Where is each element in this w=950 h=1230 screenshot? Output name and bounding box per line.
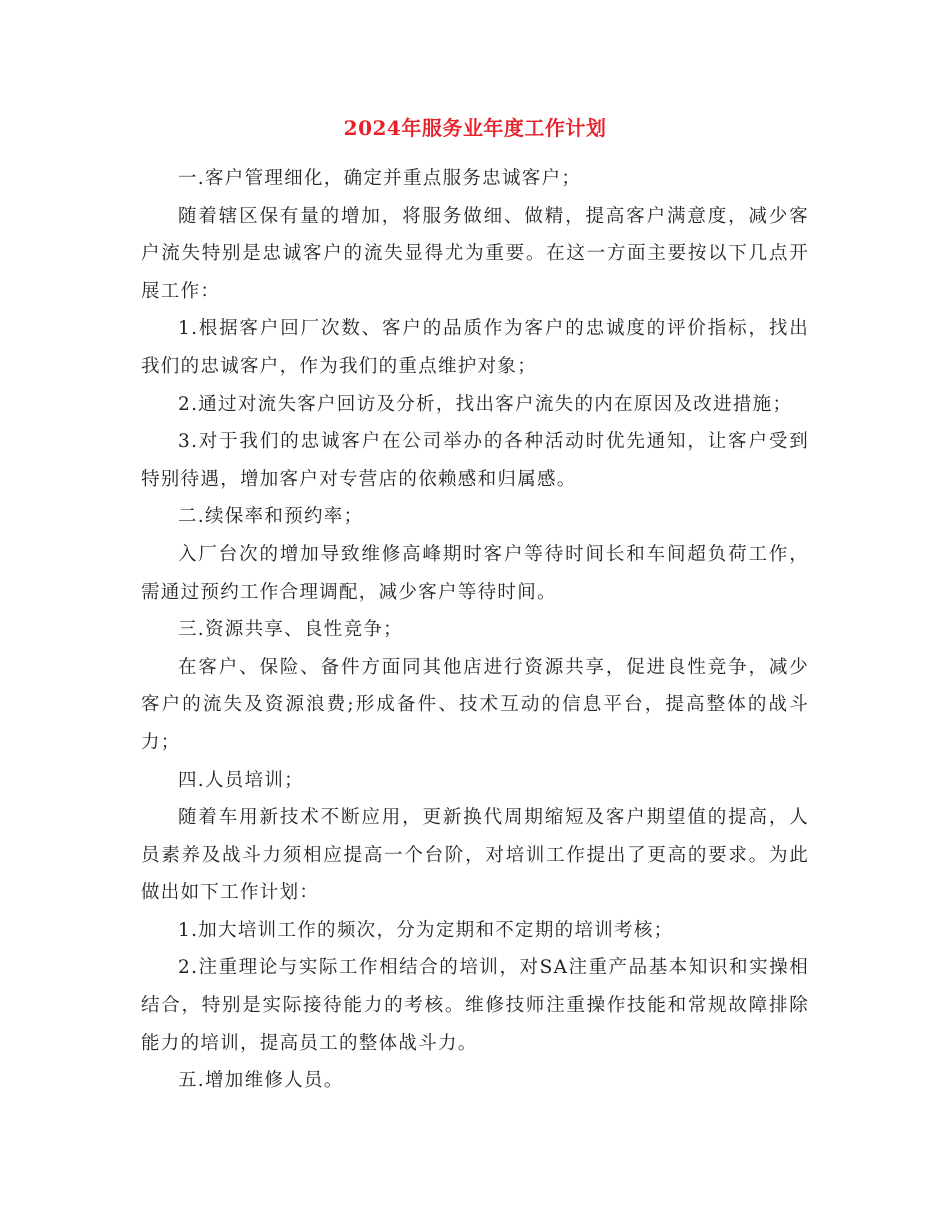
list-item: 1.根据客户回厂次数、客户的品质作为客户的忠诚度的评价指标，找出我们的忠诚客户，作为我们的重点维护对象； — [141, 318, 809, 377]
list-item: 2.注重理论与实际工作相结合的培训，对SA注重产品基本知识和实操相结合，特别是实际接待能力的考核。维修技师注重操作技能和常规故障排除能力的培训，提高员工的整体战斗力。 — [141, 957, 809, 1054]
document-body — [141, 160, 809, 1100]
list-item: 1.加大培训工作的频次，分为定期和不定期的培训考核； — [178, 919, 674, 941]
paragraph: 随着辖区保有量的增加，将服务做细、做精，提高客户满意度，减少客户流失特别是忠诚客户的流失显得尤为重要。在这一方面主要按以下几点开展工作： — [141, 205, 809, 302]
section-heading-3: 三.资源共享、良性竞争； — [178, 619, 403, 641]
section-heading-5: 五.增加维修人员。 — [178, 1070, 344, 1092]
document-title: 2024年服务业年度工作计划 — [343, 116, 607, 140]
paragraph: 在客户、保险、备件方面同其他店进行资源共享，促进良性竞争，减少客户的流失及资源浪费;形成备件、技术互动的信息平台，提高整体的战斗力； — [141, 656, 809, 753]
section-heading-2: 二.续保率和预约率； — [178, 506, 364, 528]
list-item: 2.通过对流失客户回访及分析，找出客户流失的内在原因及改进措施； — [178, 393, 793, 415]
section-heading-4: 四.人员培训； — [178, 769, 304, 791]
paragraph: 入厂台次的增加导致维修高峰期时客户等待时间长和车间超负荷工作，需通过预约工作合理调配，减少客户等待时间。 — [141, 543, 809, 603]
list-item: 3.对于我们的忠诚客户在公司举办的各种活动时优先通知，让客户受到特别待遇，增加客户对专营店的依赖感和归属感。 — [141, 431, 809, 490]
section-heading-1: 一.客户管理细化，确定并重点服务忠诚客户； — [178, 168, 582, 189]
paragraph: 随着车用新技术不断应用，更新换代周期缩短及客户期望值的提高，人员素养及战斗力须相应提高一个台阶，对培训工作提出了更高的要求。为此做出如下工作计划： — [141, 807, 809, 904]
